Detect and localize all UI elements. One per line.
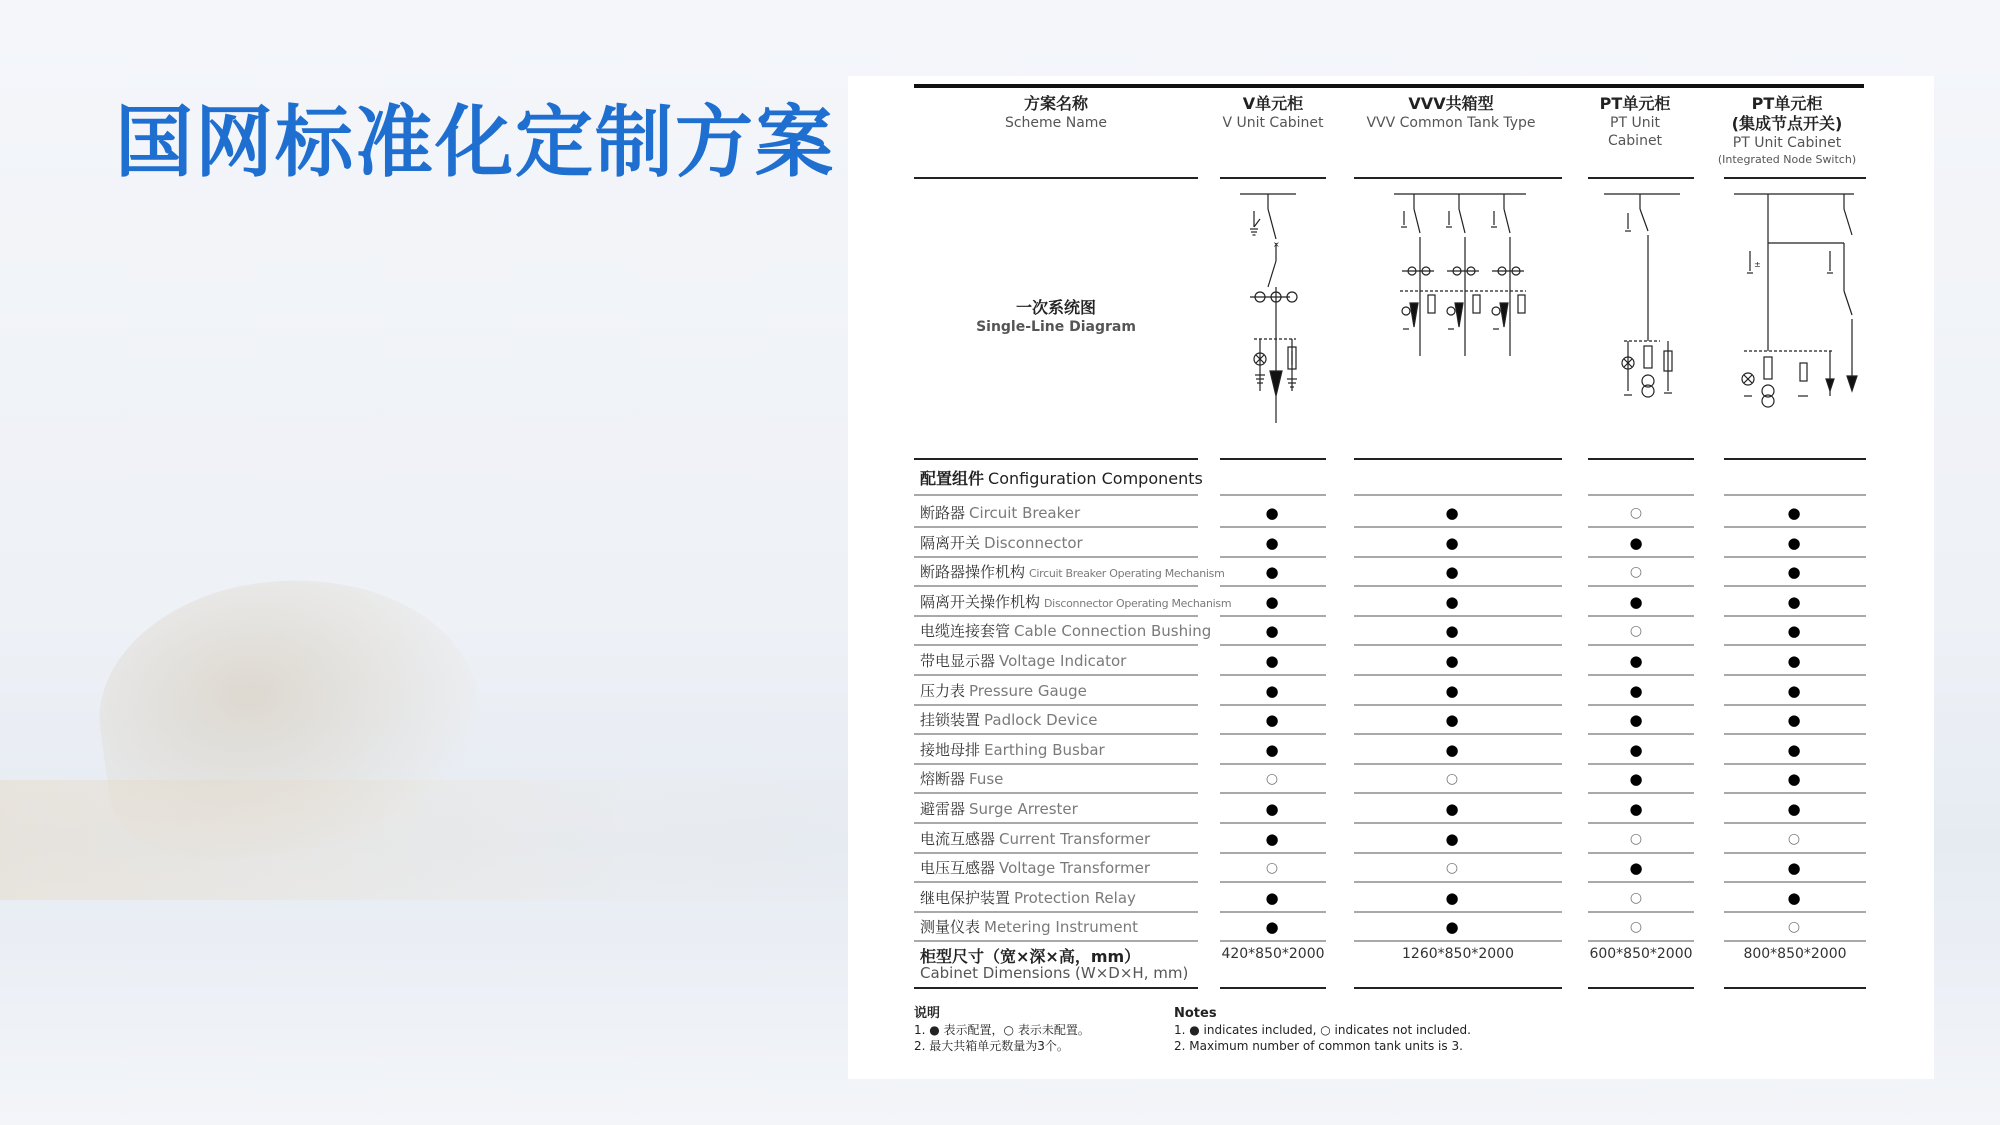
header-col-v-unit: V单元柜 V Unit Cabinet <box>1222 94 1324 131</box>
included-mark: ● <box>1445 563 1459 582</box>
row-divider <box>1220 792 1326 794</box>
row-divider <box>1588 585 1694 587</box>
component-name-zh: 电缆连接套管 <box>920 622 1011 641</box>
component-name-zh: 隔离开关 <box>920 533 981 552</box>
component-name-en: Protection Relay <box>1014 888 1136 907</box>
included-mark: ● <box>1445 533 1459 552</box>
included-mark: ● <box>1445 711 1459 730</box>
row-divider <box>914 615 1198 617</box>
row-divider <box>1354 615 1562 617</box>
row-divider <box>914 822 1198 824</box>
notes-zh: 说明 1. ● 表示配置，○ 表示未配置。 2. 最大共箱单元数量为3个。 <box>914 1006 1090 1053</box>
scheme-table-panel <box>848 76 1934 1079</box>
row-divider <box>1588 494 1694 496</box>
row-divider <box>1220 733 1326 735</box>
row-divider <box>914 763 1198 765</box>
rule <box>1354 987 1562 989</box>
included-mark: ● <box>1265 800 1279 818</box>
dimensions-label-en: Cabinet Dimensions (W×D×H, mm) <box>920 964 1189 982</box>
row-divider <box>1354 911 1562 913</box>
row-divider <box>1724 704 1866 706</box>
included-mark: ● <box>1445 652 1459 670</box>
included-mark: ● <box>1629 770 1643 789</box>
component-name-en: Cable Connection Bushing <box>1014 622 1212 641</box>
dimension-value: 600*850*2000 <box>1589 946 1693 962</box>
row-divider <box>1724 526 1866 528</box>
component-name-zh: 测量仪表 <box>920 918 981 937</box>
included-mark: ● <box>1265 918 1279 937</box>
included-mark: ● <box>1265 888 1279 907</box>
svg-text:±: ± <box>1754 260 1761 269</box>
row-divider <box>1724 881 1866 883</box>
not-included-mark: ○ <box>1787 919 1801 936</box>
component-name-zh: 电流互感器 <box>920 829 996 848</box>
row-divider <box>1588 763 1694 765</box>
component-label <box>920 710 1097 730</box>
row-divider <box>1724 852 1866 854</box>
not-included-mark: ○ <box>1445 771 1459 788</box>
included-mark: ● <box>1787 622 1801 641</box>
component-name-en: Disconnector <box>984 533 1083 552</box>
row-divider <box>1588 911 1694 913</box>
header-col-vvv: VVV共箱型 VVV Common Tank Type <box>1366 94 1536 131</box>
not-included-mark: ○ <box>1629 830 1643 847</box>
row-divider <box>1724 494 1866 496</box>
included-mark: ● <box>1445 888 1459 907</box>
row-divider <box>1220 494 1326 496</box>
rule <box>1724 458 1866 460</box>
row-divider <box>1354 822 1562 824</box>
included-mark: ● <box>1445 504 1459 522</box>
included-mark: ● <box>1787 533 1801 552</box>
row-divider <box>1354 674 1562 676</box>
row-divider <box>1354 526 1562 528</box>
page-title: 国网标准化定制方案 <box>115 98 836 188</box>
component-name-zh: 隔离开关操作机构 <box>920 592 1041 611</box>
included-mark: ● <box>1265 622 1279 641</box>
row-divider <box>1588 526 1694 528</box>
row-divider <box>1354 792 1562 794</box>
row-divider <box>1354 556 1562 558</box>
rule <box>1724 987 1866 989</box>
row-divider <box>1724 763 1866 765</box>
component-name-zh: 带电显示器 <box>920 652 996 670</box>
component-label <box>920 917 1138 937</box>
component-name-en: Disconnector Operating Mechanism <box>1044 596 1232 610</box>
included-mark: ● <box>1787 563 1801 582</box>
included-mark: ● <box>1445 918 1459 937</box>
component-label <box>920 562 1225 584</box>
rule <box>1354 177 1562 179</box>
included-mark: ● <box>1265 652 1279 670</box>
sld-pt-node-switch <box>1734 191 1864 421</box>
single-line-diagram-label: 一次系统图 Single-Line Diagram <box>976 298 1136 335</box>
row-divider <box>1724 822 1866 824</box>
dimension-value: 420*850*2000 <box>1221 946 1325 962</box>
row-divider <box>1588 704 1694 706</box>
included-mark: ● <box>1265 711 1279 730</box>
dimension-value: 800*850*2000 <box>1743 946 1847 962</box>
row-divider <box>1354 585 1562 587</box>
row-divider <box>914 585 1198 587</box>
component-name-en: Voltage Transformer <box>999 859 1151 878</box>
rule <box>914 987 1198 989</box>
row-divider <box>1588 556 1694 558</box>
included-mark: ● <box>1629 681 1643 700</box>
header-scheme-name: 方案名称 Scheme Name <box>1004 94 1108 131</box>
component-label <box>920 888 1136 908</box>
not-included-mark: ○ <box>1629 623 1643 640</box>
row-divider <box>1220 556 1326 558</box>
row-divider <box>914 733 1198 735</box>
rule <box>1588 987 1694 989</box>
component-name-zh: 挂锁装置 <box>920 711 981 730</box>
component-name-en: Metering Instrument <box>984 918 1138 937</box>
included-mark: ● <box>1265 592 1279 611</box>
not-included-mark: ○ <box>1629 564 1643 581</box>
row-divider <box>1724 733 1866 735</box>
row-divider <box>1354 881 1562 883</box>
component-name-zh: 熔断器 <box>920 770 966 789</box>
background-glow <box>0 780 900 900</box>
row-divider <box>1588 615 1694 617</box>
component-label <box>920 829 1150 849</box>
row-divider <box>1220 526 1326 528</box>
row-divider <box>1588 644 1694 646</box>
header-col-pt-node: PT单元柜 (集成节点开关) PT Unit Cabinet (Integrated Node Switch) <box>1717 94 1857 166</box>
included-mark: ● <box>1787 592 1801 611</box>
component-label <box>920 533 1083 553</box>
included-mark: ● <box>1787 770 1801 789</box>
row-divider <box>1220 940 1326 942</box>
row-divider <box>1354 763 1562 765</box>
row-divider <box>1220 763 1326 765</box>
component-name-en: Earthing Busbar <box>984 740 1105 759</box>
row-divider <box>1588 674 1694 676</box>
component-name-en: Current Transformer <box>999 829 1151 848</box>
not-included-mark: ○ <box>1629 889 1643 906</box>
component-name-zh: 压力表 <box>920 681 966 700</box>
included-mark: ● <box>1445 592 1459 611</box>
rule <box>1588 458 1694 460</box>
not-included-mark: ○ <box>1629 505 1643 521</box>
component-label <box>920 769 1003 789</box>
component-label <box>920 592 1231 614</box>
component-label <box>920 621 1211 641</box>
included-mark: ● <box>1787 652 1801 670</box>
dimensions-label-zh: 柜型尺寸（宽×深×高，mm） <box>920 947 1141 966</box>
component-name-en: Circuit Breaker <box>969 504 1081 522</box>
row-divider <box>1724 556 1866 558</box>
component-label <box>920 858 1150 878</box>
not-included-mark: ○ <box>1445 860 1459 877</box>
row-divider <box>1354 940 1562 942</box>
row-divider <box>1354 852 1562 854</box>
component-name-zh: 接地母排 <box>920 740 981 759</box>
component-name-zh: 电压互感器 <box>920 859 996 878</box>
component-name-zh: 避雷器 <box>920 800 966 818</box>
included-mark: ● <box>1629 533 1643 552</box>
included-mark: ● <box>1445 622 1459 641</box>
included-mark: ● <box>1629 652 1643 670</box>
included-mark: ● <box>1629 859 1643 878</box>
table-top-rule <box>914 84 1864 88</box>
included-mark: ● <box>1629 711 1643 730</box>
included-mark: ● <box>1265 740 1279 759</box>
row-divider <box>1588 733 1694 735</box>
included-mark: ● <box>1445 800 1459 818</box>
row-divider <box>914 556 1198 558</box>
rule <box>1220 177 1326 179</box>
row-divider <box>914 881 1198 883</box>
row-divider <box>1724 674 1866 676</box>
row-divider <box>1354 733 1562 735</box>
row-divider <box>1220 852 1326 854</box>
component-name-en: Fuse <box>969 770 1004 789</box>
row-divider <box>1588 852 1694 854</box>
included-mark: ● <box>1787 888 1801 907</box>
component-name-zh: 断路器操作机构 <box>920 563 1026 582</box>
sld-vvv <box>1394 191 1534 371</box>
row-divider <box>914 852 1198 854</box>
rule <box>1724 177 1866 179</box>
notes-en: Notes 1. ● indicates included, ○ indicates not included. 2. Maximum number of common tank units is 3. <box>1174 1006 1471 1053</box>
not-included-mark: ○ <box>1265 771 1279 788</box>
rule <box>1220 987 1326 989</box>
row-divider <box>914 674 1198 676</box>
included-mark: ● <box>1629 800 1643 818</box>
row-divider <box>914 911 1198 913</box>
included-mark: ● <box>1265 829 1279 848</box>
dimension-value: 1260*850*2000 <box>1402 946 1514 962</box>
header-col-pt-unit: PT单元柜 PT Unit Cabinet <box>1599 94 1671 149</box>
rule <box>1220 458 1326 460</box>
not-included-mark: ○ <box>1787 830 1801 847</box>
included-mark: ● <box>1787 740 1801 759</box>
row-divider <box>1724 940 1866 942</box>
component-label <box>920 503 1080 523</box>
included-mark: ● <box>1787 859 1801 878</box>
row-divider <box>914 526 1198 528</box>
row-divider <box>1724 585 1866 587</box>
rule <box>1588 177 1694 179</box>
component-label <box>920 740 1105 760</box>
svg-text:×: × <box>1273 240 1280 249</box>
row-divider <box>1354 494 1562 496</box>
row-divider <box>1724 615 1866 617</box>
sld-v-unit <box>1240 191 1310 441</box>
row-divider <box>1220 881 1326 883</box>
row-divider <box>1220 911 1326 913</box>
component-name-en: Pressure Gauge <box>969 681 1087 700</box>
row-divider <box>914 494 1198 496</box>
row-divider <box>914 704 1198 706</box>
row-divider <box>1588 792 1694 794</box>
row-divider <box>1724 911 1866 913</box>
not-included-mark: ○ <box>1629 919 1643 936</box>
included-mark: ● <box>1445 829 1459 848</box>
included-mark: ● <box>1265 533 1279 552</box>
row-divider <box>914 792 1198 794</box>
row-divider <box>1354 704 1562 706</box>
included-mark: ● <box>1787 504 1801 522</box>
row-divider <box>1220 674 1326 676</box>
included-mark: ● <box>1787 800 1801 818</box>
row-divider <box>1220 615 1326 617</box>
row-divider <box>1220 644 1326 646</box>
component-name-zh: 继电保护装置 <box>920 888 1011 907</box>
rule <box>914 458 1198 460</box>
row-divider <box>1588 822 1694 824</box>
included-mark: ● <box>1629 740 1643 759</box>
component-label <box>920 651 1126 671</box>
row-divider <box>1220 704 1326 706</box>
row-divider <box>1724 792 1866 794</box>
rule <box>1354 458 1562 460</box>
included-mark: ● <box>1265 563 1279 582</box>
included-mark: ● <box>1445 681 1459 700</box>
row-divider <box>1588 940 1694 942</box>
component-name-en: Voltage Indicator <box>999 652 1127 670</box>
component-label <box>920 681 1087 701</box>
row-divider <box>1220 822 1326 824</box>
row-divider <box>1724 644 1866 646</box>
included-mark: ● <box>1265 504 1279 522</box>
included-mark: ● <box>1445 740 1459 759</box>
row-divider <box>1354 644 1562 646</box>
component-name-zh: 断路器 <box>920 504 966 522</box>
rule <box>914 177 1198 179</box>
sld-pt-unit <box>1604 191 1684 411</box>
component-name-en: Padlock Device <box>984 711 1098 730</box>
row-divider <box>914 940 1198 942</box>
row-divider <box>1220 585 1326 587</box>
row-divider <box>1588 881 1694 883</box>
included-mark: ● <box>1787 711 1801 730</box>
included-mark: ● <box>1265 681 1279 700</box>
component-label <box>920 799 1078 819</box>
included-mark: ● <box>1787 681 1801 700</box>
component-name-en: Circuit Breaker Operating Mechanism <box>1029 567 1225 581</box>
included-mark: ● <box>1629 592 1643 611</box>
component-name-en: Surge Arrester <box>969 800 1078 818</box>
not-included-mark: ○ <box>1265 860 1279 877</box>
row-divider <box>914 644 1198 646</box>
config-components-heading: 配置组件 Configuration Components <box>920 469 1203 488</box>
